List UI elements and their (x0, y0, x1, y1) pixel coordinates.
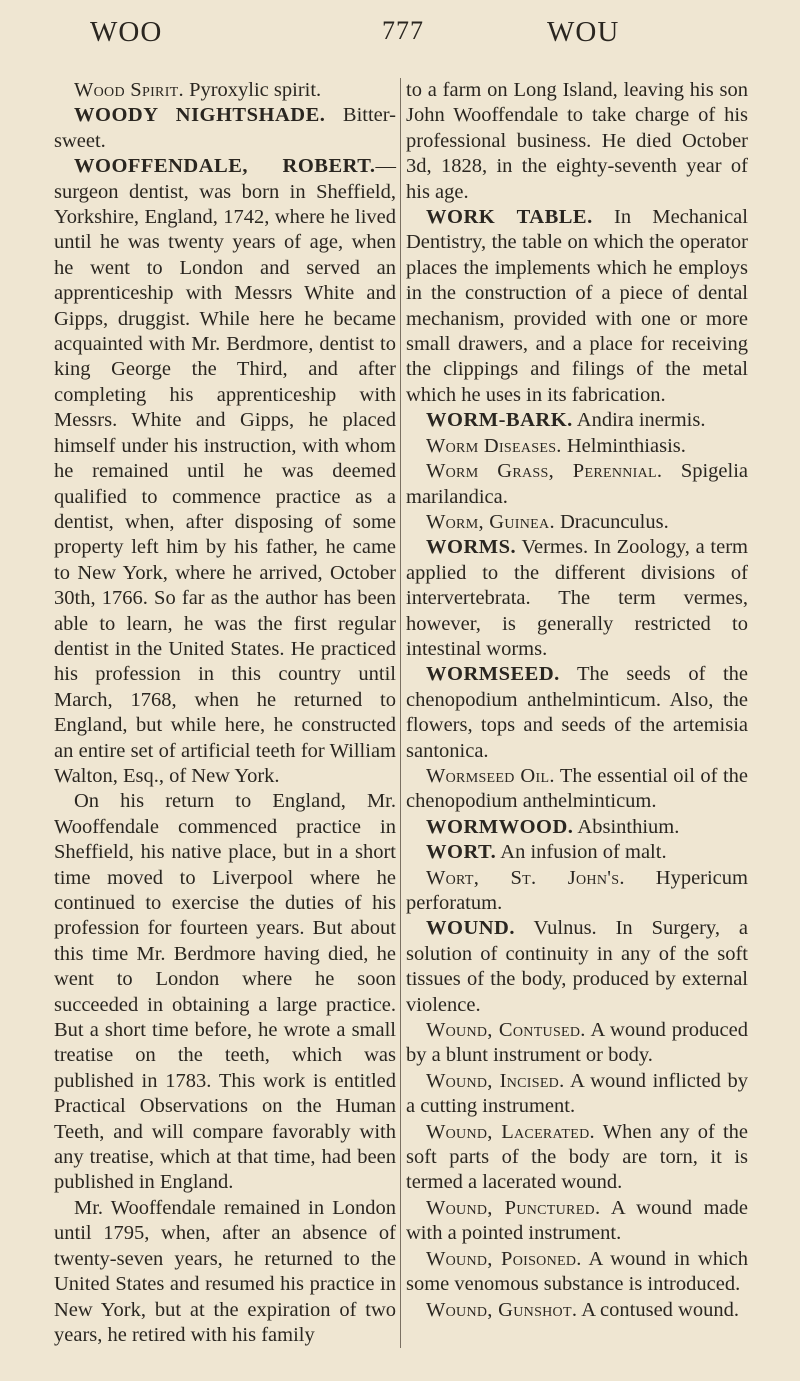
entry-text: Andira inermis. (572, 409, 706, 432)
entry-wound-gunshot (406, 1298, 748, 1323)
entry-text: Pyroxylic spirit. (183, 79, 322, 101)
entry-wormseed-oil (406, 764, 748, 815)
entry-wound-poisoned (406, 1247, 748, 1298)
entry-wound-lacerated (406, 1120, 748, 1196)
header-right-guideword: WOU (547, 16, 620, 48)
entry-wood-spirit (54, 78, 396, 103)
entry-text: Dracunculus. (554, 510, 669, 533)
entry-text: The seeds of the chenopodium anthelminticum. Also, the flowers, tops and seeds of the artemisia santonica. (406, 663, 748, 762)
entry-continuation (54, 1196, 396, 1348)
entry-text: Spigelia marilandica. (406, 460, 748, 508)
entry-text: When any of the soft parts of the body are torn, it is termed a lacerated wound. (406, 1120, 748, 1194)
entry-headword: Wormseed Oil. (426, 764, 555, 787)
entry-headword: WORMWOOD. (426, 815, 574, 838)
entry-text: Hypericum perforatum. (406, 866, 748, 914)
left-column (54, 78, 396, 1348)
entry-wound-contused (406, 1018, 748, 1069)
entry-headword: Worm Grass, Perennial. (426, 460, 663, 483)
entry-text: A wound produced by a blunt instrument or body. (406, 1019, 748, 1067)
entry-headword: WOUND. (426, 917, 515, 940)
entry-headword: WOODY NIGHTSHADE. (74, 104, 326, 127)
entry-headword: Worm Diseases. (426, 434, 562, 457)
entry-headword: WORK TABLE. (426, 206, 593, 229)
entry-text: Bitter-sweet. (54, 104, 397, 152)
entry-text: An infusion of malt. (496, 841, 667, 864)
entry-text: Mr. Wooffendale remained in London until 1795, when, after an absence of twenty-seven years, he returned to the United States and resumed his practice in New York, but at the expiration of two years, he retired with his family (54, 1196, 396, 1346)
entry-headword: Wood Spirit. (74, 79, 184, 101)
entry-headword: WORMS. (426, 536, 517, 559)
entry-text: In Mechanical Dentistry, the table on which the operator places the implements which he employs in the construction of a piece of dental mechanism, provided with one or more small drawers, and a place for receiving the clippings and filings of the metal which he uses in its fabrication. (406, 206, 748, 406)
entry-text: Vulnus. In Surgery, a solution of continuity in any of the soft tissues of the body, produced by external violence. (406, 917, 748, 1016)
entry-text: Vermes. In Zoology, a term applied to the different divisions of intervertebrata. The term vermes, however, is generally restricted to intestinal worms. (406, 536, 748, 660)
entry-wort (406, 840, 748, 865)
entry-wormseed (406, 662, 748, 764)
entry-wort-st-johns (406, 866, 748, 917)
entry-headword: WOOFFENDALE, ROBERT. (74, 155, 376, 178)
entry-text: A wound in which some venomous substance is introduced. (406, 1247, 748, 1296)
entry-headword: Worm, Guinea. (426, 510, 555, 533)
entry-headword: WORMSEED. (426, 663, 560, 686)
entry-headword: Wort, St. John's. (426, 866, 625, 889)
entry-text: — surgeon dentist, was born in Sheffield, Yorkshire, England, 1742, where he lived until he was twenty years of age, when he went to London and served an apprenticeship with Messrs White and Gipps, druggist. While here he became acquainted with Mr. Berdmore, dentist to king George the Third, and after completing his apprenticeship with Messrs. White and Gipps, he placed himself under his instruction, with whom he remained until he was deemed qualified to commence practice as a dentist, when, after disposing of some property left him by his father, he came to New York, where he arrived, October 30th, 1766. So far as the author has been able to learn, he was the first regular dentist in the United States. He practiced his profession in this country until March, 1768, when he returned to England, but while here, he constructed an entire set of artificial teeth for William Walton, Esq., of New York. (54, 155, 396, 787)
entry-headword: Wound, Punctured. (426, 1196, 601, 1219)
entry-text: A wound inflicted by a cutting instrument. (406, 1069, 748, 1118)
entry-continuation (406, 78, 748, 205)
entry-headword: Wound, Poisoned. (426, 1247, 582, 1270)
entry-wooffendale (54, 154, 396, 789)
entry-text: The essential oil of the chenopodium anthelminticum. (406, 764, 748, 813)
entry-headword: Wound, Incised. (426, 1069, 565, 1092)
entry-wound (406, 916, 748, 1018)
right-column (406, 78, 748, 1323)
page-number: 777 (382, 16, 424, 45)
entry-text: Absinthium. (573, 815, 680, 838)
entry-headword: Wound, Gunshot. (426, 1298, 578, 1321)
entry-worm-diseases (406, 434, 748, 459)
entry-text: A contused wound. (577, 1298, 739, 1321)
entry-headword: Wound, Lacerated. (426, 1120, 595, 1143)
entry-worms (406, 535, 748, 662)
entry-worm-guinea (406, 510, 748, 535)
entry-worm-grass (406, 459, 748, 510)
entry-text: On his return to England, Mr. Wooffendale commenced practice in Sheffield, his native place, but in a short time moved to Liverpool where he continued to exercise the duties of his profession for fourteen years. But about this time Mr. Berdmore having died, he went to London where he soon succeeded in obtaining a large practice. But a short time before, he wrote a small treatise on the teeth, which was published in 1783. This work is entitled Practical Observations on the Human Teeth, and will compare favorably with any treatise, which at that time, had been published in England. (54, 790, 396, 1194)
entry-worm-bark (406, 408, 748, 433)
entry-text: Helminthiasis. (561, 434, 686, 457)
entry-continuation (54, 789, 396, 1196)
entry-wound-punctured (406, 1196, 748, 1247)
entry-work-table (406, 205, 748, 408)
entry-wound-incised (406, 1069, 748, 1120)
entry-wormwood (406, 815, 748, 840)
entry-headword: Wound, Contused. (426, 1019, 586, 1042)
header-left-guideword: WOO (90, 16, 163, 48)
entry-woody-nightshade (54, 103, 396, 154)
page-header (0, 16, 800, 76)
column-divider (400, 78, 401, 1348)
entry-headword: WORM-BARK. (426, 409, 573, 432)
entry-text: to a farm on Long Island, leaving his son John Wooffendale to take charge of his professional business. He died October 3d, 1828, in the eighty-seventh year of his age. (406, 79, 748, 203)
entry-headword: WORT. (426, 841, 497, 864)
entry-text: A wound made with a pointed instrument. (406, 1196, 748, 1245)
